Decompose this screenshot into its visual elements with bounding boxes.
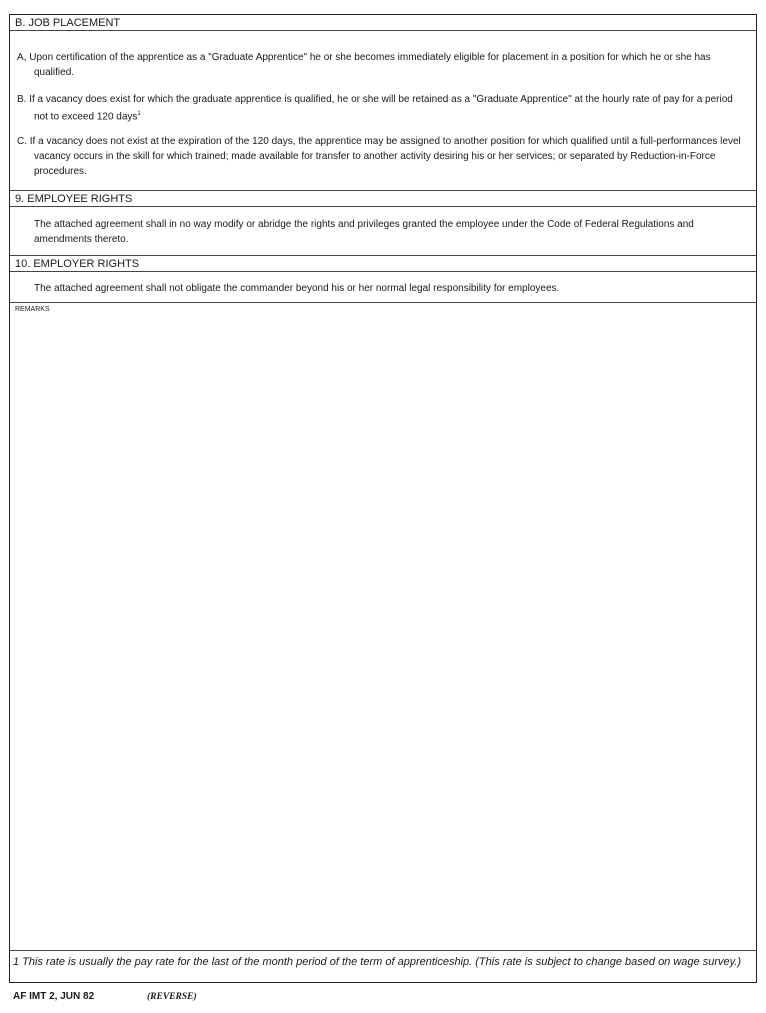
- footnote-marker: 1: [137, 111, 141, 117]
- form-id: AF IMT 2, JUN 82: [13, 991, 95, 1002]
- job-placement-item-a: A, Upon certification of the apprentice as a "Graduate Apprentice" he or she becomes immediately eligible for placement in a position for which he or she has qualified.: [17, 52, 711, 78]
- job-placement-item-b: [17, 92, 749, 124]
- job-placement-header: B. JOB PLACEMENT: [10, 15, 756, 31]
- page-side-label: (REVERSE): [147, 992, 197, 1002]
- employer-rights-header: 10. EMPLOYER RIGHTS: [10, 256, 756, 272]
- section-divider: [10, 302, 756, 303]
- employee-rights-text: The attached agreement shall in no way modify or abridge the rights and privileges granted the employee under the Code of Federal Regulations and amendments thereto.: [34, 219, 694, 245]
- employer-rights-text: The attached agreement shall not obligate the commander beyond his or her normal legal responsibility for employees.: [34, 283, 560, 294]
- job-placement-item-b-text: B. If a vacancy does exist for which the graduate apprentice is qualified, he or she will be retained as a "Graduate Apprentice" at the hourly rate of pay for a period not to exceed 120 days: [17, 94, 733, 123]
- remarks-label: REMARKS: [15, 306, 50, 313]
- footnote-text: 1 This rate is usually the pay rate for the last of the month period of the term of apprenticeship. (This rate is subject to change based on wage survey.): [13, 956, 742, 968]
- employee-rights-header: 9. EMPLOYEE RIGHTS: [10, 191, 756, 207]
- apprenticeship-form: [9, 14, 757, 983]
- job-placement-item-c: C. If a vacancy does not exist at the expiration of the 120 days, the apprentice may be assigned to another position for which qualified until a full-performances level vacancy occurs in the skill for which trained; made available for transfer to another activity desiring his or her services; or separated by Reduction-in-Force procedures.: [17, 136, 741, 177]
- footnote-divider: [10, 950, 756, 951]
